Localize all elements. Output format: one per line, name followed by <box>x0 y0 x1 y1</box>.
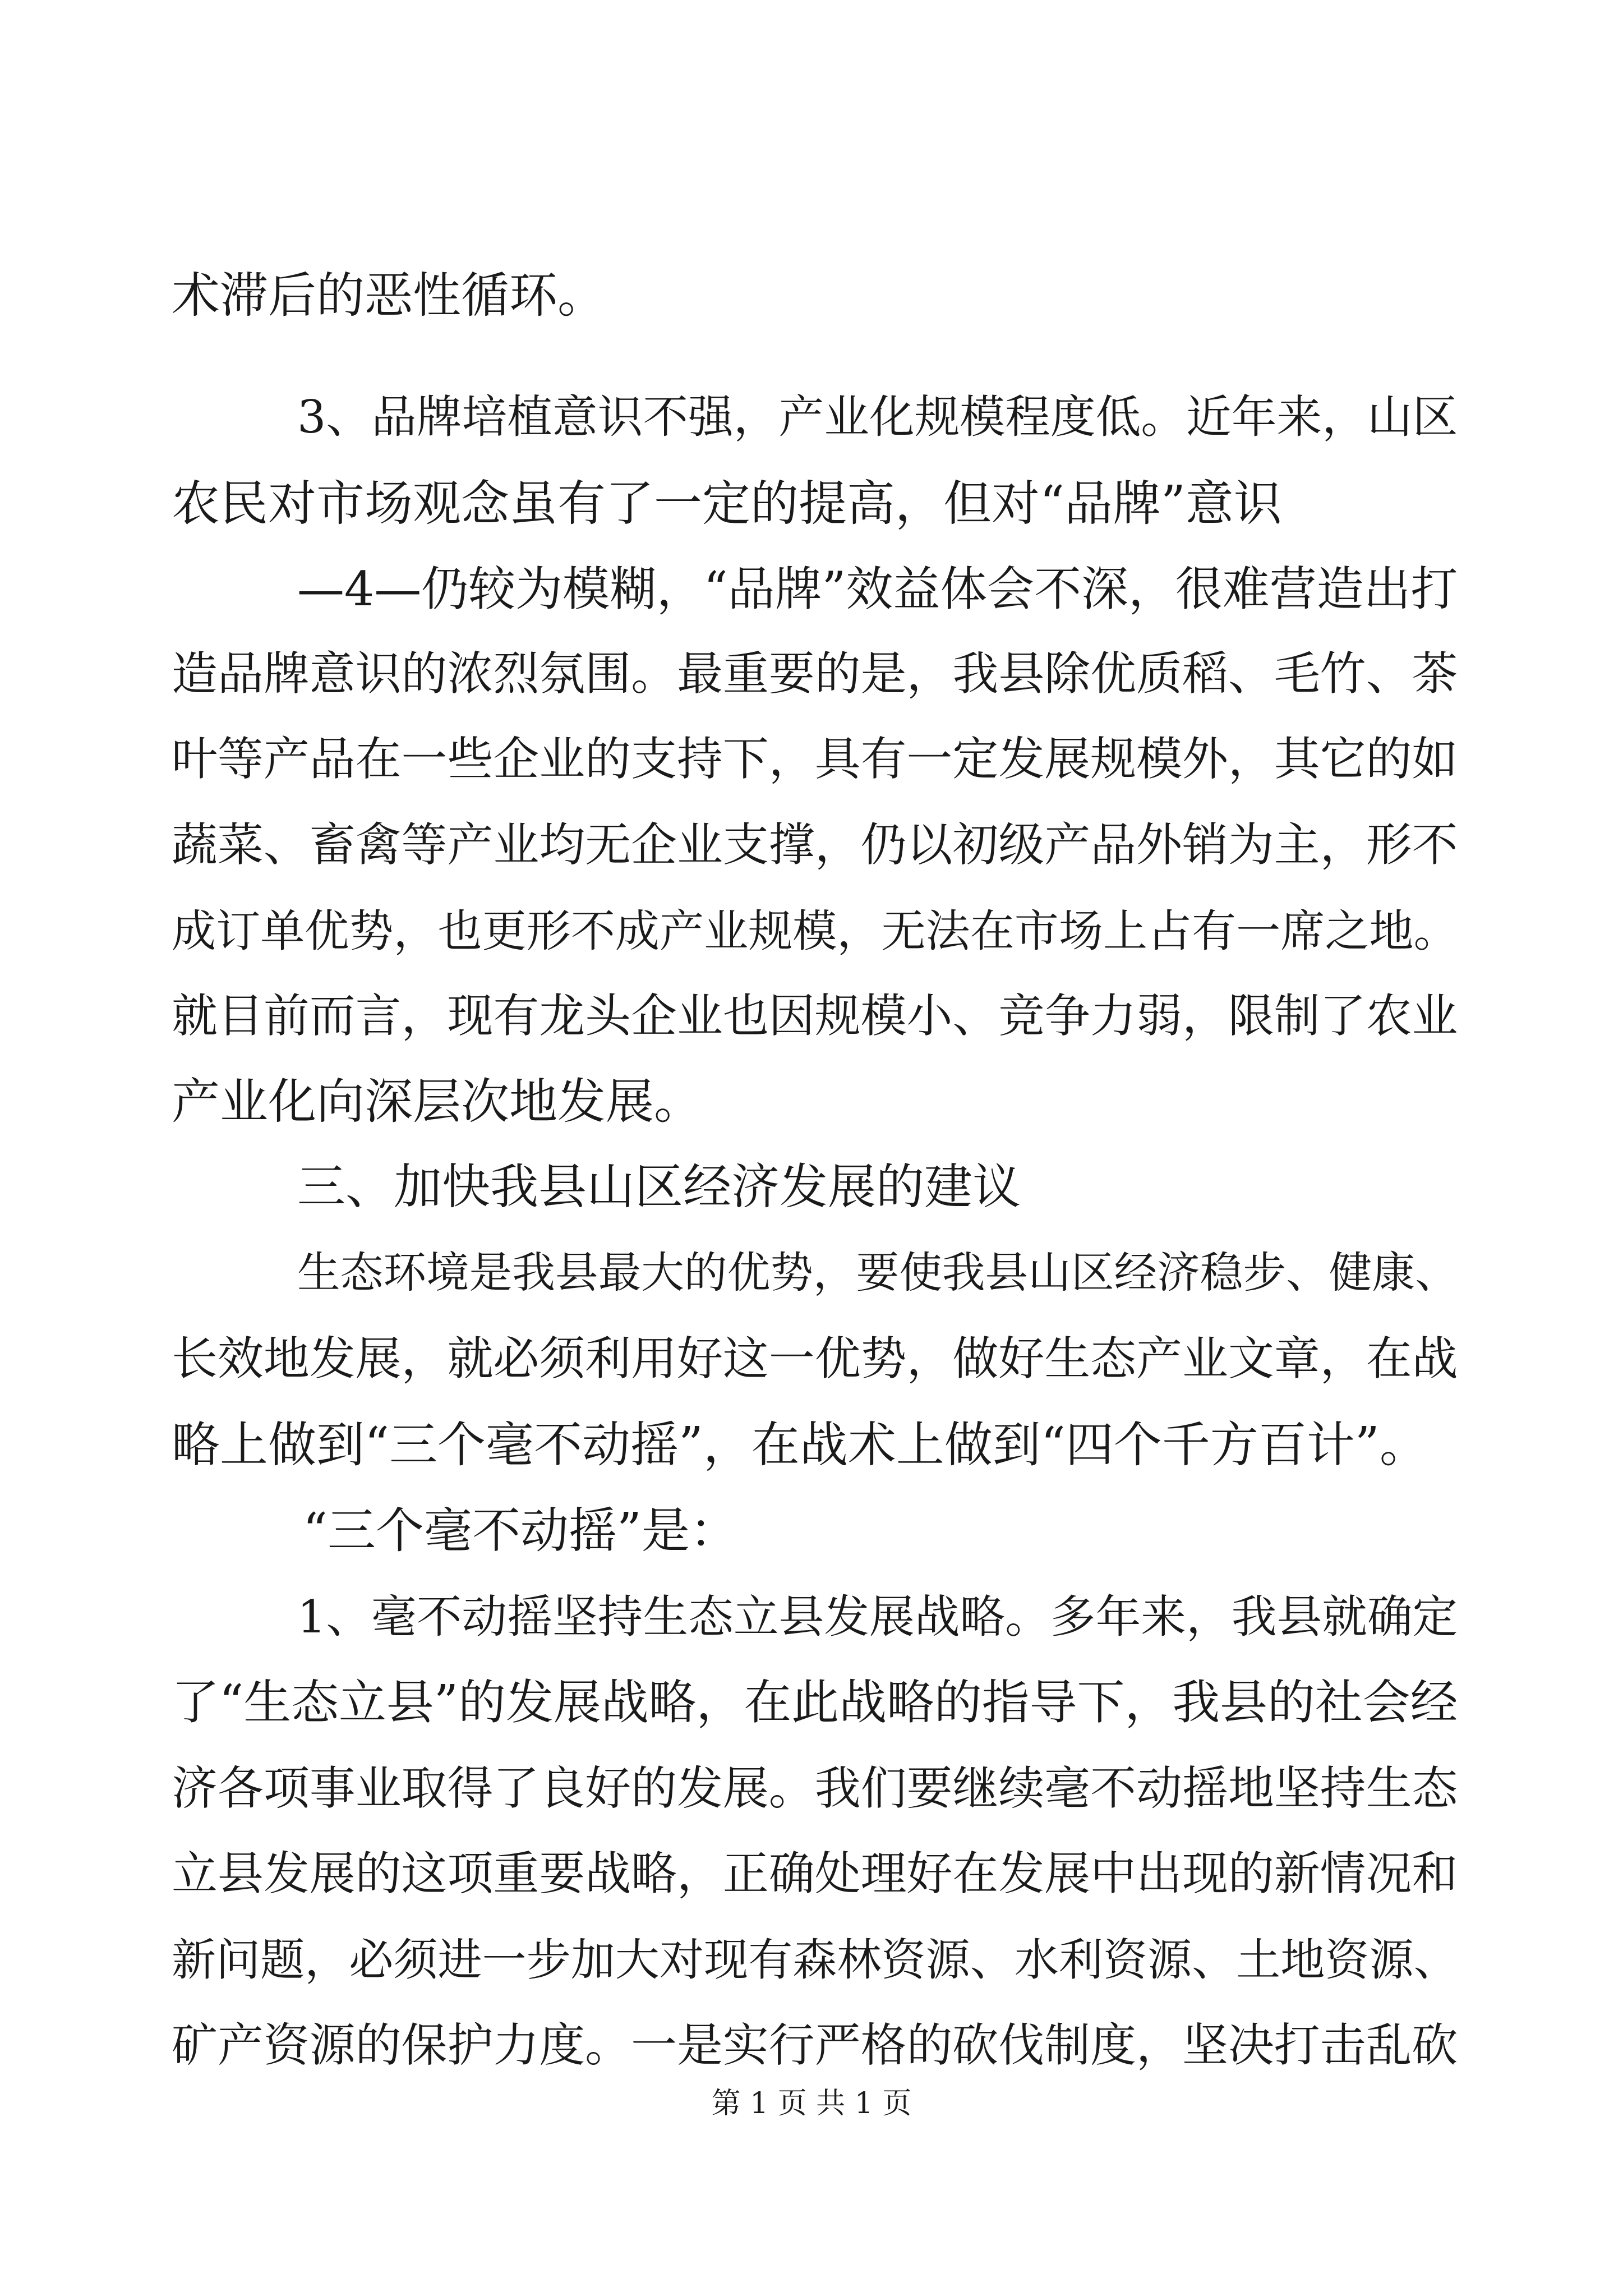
text-line: 矿产资源的保护力度。一是实行严格的砍伐制度，坚决打击乱砍 <box>172 2019 1458 2072</box>
text-line: —4—仍较为模糊，“品牌”效益体会不深，很难营造出打 <box>297 562 1458 616</box>
text-line: 农民对市场观念虽有了一定的提高，但对“品牌”意识 <box>172 476 1282 532</box>
text-line: 蔬菜、畜禽等产业均无企业支撑，仍以初级产品外销为主，形不 <box>172 818 1458 872</box>
text-line: 生态环境是我县最大的优势，要使我县山区经济稳步、健康、 <box>297 1248 1458 1298</box>
text-line: 济各项事业取得了良好的发展。我们要继续毫不动摇地坚持生态 <box>172 1762 1458 1815</box>
text-line: 了“生态立县”的发展战略，在此战略的指导下，我县的社会经 <box>172 1675 1458 1731</box>
text-line: “三个毫不动摇”是： <box>303 1503 738 1559</box>
text-line: 略上做到“三个毫不动摇”，在战术上做到“四个千方百计”。 <box>172 1417 1428 1473</box>
text-line: 长效地发展，就必须利用好这一优势，做好生态产业文章，在战 <box>172 1332 1458 1386</box>
text-line: 3、品牌培植意识不强，产业化规模程度低。近年来，山区 <box>297 391 1458 444</box>
text-line: 术滞后的恶性循环。 <box>172 268 606 324</box>
page-footer: 第 1 页 共 1 页 <box>711 2087 912 2120</box>
section-heading: 三、加快我县山区经济发展的建议 <box>297 1159 1021 1215</box>
text-line: 产业化向深层次地发展。 <box>172 1074 702 1130</box>
text-line: 立县发展的这项重要战略，正确处理好在发展中出现的新情况和 <box>172 1847 1458 1901</box>
text-line: 叶等产品在一些企业的支持下，具有一定发展规模外，其它的如 <box>172 733 1458 786</box>
text-line: 造品牌意识的浓烈氛围。最重要的是，我县除优质稻、毛竹、茶 <box>172 647 1458 701</box>
text-line: 新问题，必须进一步加大对现有森林资源、水利资源、土地资源、 <box>172 1934 1458 1986</box>
text-line: 1、毫不动摇坚持生态立县发展战略。多年来，我县就确定 <box>297 1591 1458 1644</box>
text-line: 就目前而言，现有龙头企业也因规模小、竞争力弱，限制了农业 <box>172 990 1458 1043</box>
text-line: 成订单优势，也更形不成产业规模，无法在市场上占有一席之地。 <box>172 905 1458 957</box>
